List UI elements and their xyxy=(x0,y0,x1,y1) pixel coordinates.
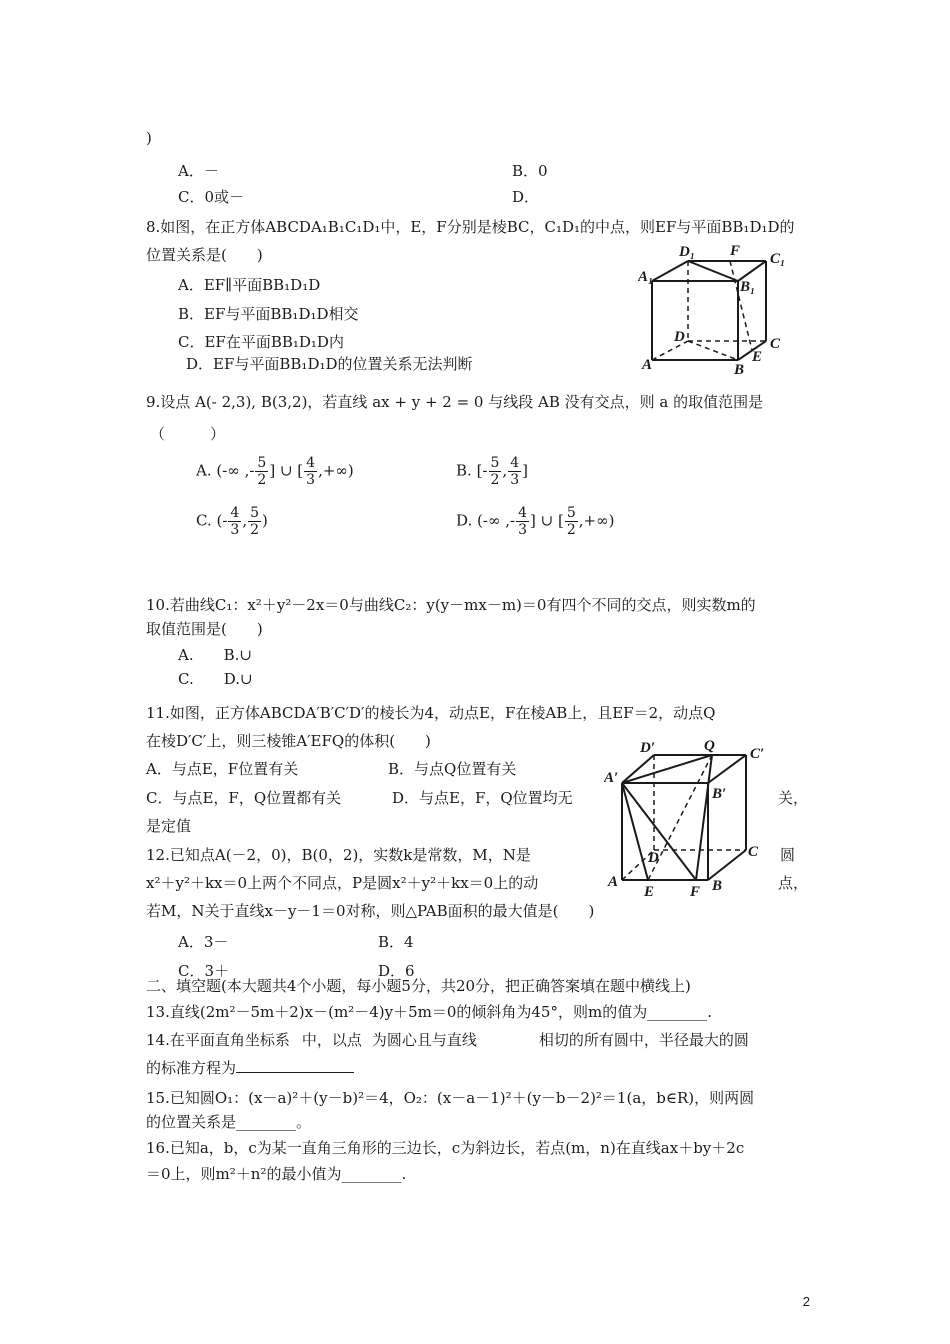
q12-stem-2: x²＋y²＋kx＝0上两个不同点，P是圆x²＋y²＋kx＝0上的动 xyxy=(146,874,539,892)
q9-b-frac2 xyxy=(508,455,521,488)
frac-num: 4 xyxy=(510,455,520,471)
q9-option-c xyxy=(196,505,268,538)
q10-options-ab: A. B.∪ xyxy=(178,646,252,664)
q12-option-a: A．3－ xyxy=(178,933,229,951)
fig8-label-a1: A₁ xyxy=(638,269,654,285)
q11-stem-1: 11.如图，正方体ABCDA′B′C′D′的棱长为4，动点E，F在棱AB上，且EF＝2，动点Q xyxy=(146,704,716,722)
fig8-label-d: D xyxy=(674,329,685,345)
q9-c-part3: ) xyxy=(262,511,268,530)
fig11-label-d1: D′ xyxy=(640,740,656,756)
frac-num: 5 xyxy=(566,505,576,521)
q9-option-d xyxy=(456,505,614,538)
q9-a-label: A. xyxy=(196,461,212,480)
q14-stem-1 xyxy=(146,1030,749,1050)
q9-a-part1: (-∞ ,- xyxy=(216,461,255,480)
frac-num: 5 xyxy=(490,455,500,471)
q12-stem-3: 若M，N关于直线x－y－1＝0对称，则△PAB面积的最大值是( ) xyxy=(146,902,595,920)
fig8-label-d1: D₁ xyxy=(679,244,696,260)
q9-c-frac2 xyxy=(248,505,261,538)
q13-stem: 13.直线(2m²－5m＋2)x－(m²－4)y＋5m＝0的倾斜角为45°，则m的值为________. xyxy=(146,1003,712,1021)
q10-stem-2: 取值范围是( ) xyxy=(146,620,263,638)
fig8-label-a: A xyxy=(642,357,653,373)
frac-den: 2 xyxy=(250,522,260,538)
q14-part-5: 的标准方程为 xyxy=(146,1059,237,1077)
section-2-heading: 二、填空题(本大题共4个小题，每小题5分，共20分，把正确答案填在题中横线上) xyxy=(146,977,691,995)
q12-option-c: C．3＋ xyxy=(178,962,230,980)
fig8-label-b: B xyxy=(734,362,745,378)
fig11-label-b: B xyxy=(712,878,723,894)
q9-d-frac1 xyxy=(516,505,529,538)
q9-a-part3: ,+∞) xyxy=(318,461,354,480)
q11-stem-3: 是定值 xyxy=(146,817,192,835)
q7-option-b: B．0 xyxy=(512,162,548,180)
frac-den: 2 xyxy=(566,522,576,538)
frac-den: 3 xyxy=(518,522,527,538)
q9-a-frac2 xyxy=(304,455,317,488)
fig11-label-c: C xyxy=(748,844,759,860)
q8-stem-1: 8.如图，在正方体ABCDA₁B₁C₁D₁中，E，F分别是棱BC，C₁D₁的中点，则EF与平面BB₁D₁D的 xyxy=(146,218,795,236)
frac-num: 4 xyxy=(230,505,240,521)
q15-stem-2: 的位置关系是________。 xyxy=(146,1113,312,1131)
frac-num: 4 xyxy=(306,455,316,471)
q9-c-part1: (- xyxy=(216,511,228,530)
frac-den: 2 xyxy=(257,472,267,488)
q9-stem-2: （ ） xyxy=(150,425,226,443)
q9-c-part2: , xyxy=(242,511,248,530)
q9-b-label: B. xyxy=(456,461,472,480)
q11-option-a: A．与点E，F位置有关 xyxy=(146,760,299,778)
paren-close: ) xyxy=(146,129,152,147)
fig11-label-a: A xyxy=(608,874,619,890)
q14-part-2: 中，以点 xyxy=(301,1031,362,1049)
fig11-label-e: E xyxy=(644,884,655,898)
q9-b-part3: ] xyxy=(522,461,528,480)
cube-figure-q11 xyxy=(604,738,774,898)
q8-option-c: C．EF在平面BB₁D₁D内 xyxy=(178,333,344,351)
fig11-label-f: F xyxy=(690,884,701,898)
q11-option-d-end: 关， xyxy=(778,789,809,807)
fig11-label-c1: C′ xyxy=(750,746,765,762)
fig8-label-c: C xyxy=(770,336,781,352)
q9-b-part2: , xyxy=(502,461,508,480)
q11-stem-2: 在棱D′C′上，则三棱锥A′EFQ的体积( ) xyxy=(146,732,431,750)
q9-option-a xyxy=(196,455,354,488)
q14-part-1: 14.在平面直角坐标系 xyxy=(146,1031,290,1049)
q12-stem-1-end: 圆 xyxy=(780,846,796,864)
q10-stem-1: 10.若曲线C₁：x²＋y²－2x＝0与曲线C₂：y(y－mx－m)＝0有四个不同的交点，则实数m的 xyxy=(146,596,756,614)
q12-stem-2-end: 点， xyxy=(778,874,809,892)
frac-den: 2 xyxy=(490,472,500,488)
q9-c-frac1 xyxy=(228,505,241,538)
q9-d-part3: ,+∞) xyxy=(578,511,615,530)
q9-option-b xyxy=(456,455,528,488)
frac-den: 3 xyxy=(510,472,520,488)
frac-num: 5 xyxy=(250,505,260,521)
fig8-label-b1: B₁ xyxy=(740,279,756,295)
frac-den: 3 xyxy=(230,522,240,538)
q11-option-d: D．与点E，F，Q位置均无 xyxy=(392,789,573,807)
q16-stem-1: 16.已知a，b，c为某一直角三角形的三边长，c为斜边长，若点(m，n)在直线ax＋by＋2c xyxy=(146,1139,745,1157)
fig11-label-q: Q xyxy=(704,738,715,754)
q12-option-d: D．6 xyxy=(378,962,415,980)
q14-part-4: 相切的所有圆中，半径最大的圆 xyxy=(538,1031,749,1049)
q7-option-d: D． xyxy=(512,188,540,206)
frac-num: 4 xyxy=(518,505,527,521)
q9-a-part2: ] ∪ [ xyxy=(269,461,304,480)
q14-stem-2 xyxy=(146,1058,354,1078)
q7-option-c: C．0或－ xyxy=(178,188,245,206)
fig11-label-a1: A′ xyxy=(604,770,619,786)
q9-d-frac2 xyxy=(565,505,578,538)
fig8-label-f: F xyxy=(730,243,741,259)
q9-stem-1: 9.设点 A(- 2,3), B(3,2)，若直线 ax + y + 2 = 0 与线段 AB 没有交点，则 a 的取值范围是 xyxy=(146,393,764,411)
fig8-label-c1: C₁ xyxy=(770,251,786,267)
q11-option-b: B．与点Q位置有关 xyxy=(388,760,517,778)
q8-option-b: B．EF与平面BB₁D₁D相交 xyxy=(178,305,359,323)
q9-d-part2: ] ∪ [ xyxy=(530,511,564,530)
q9-b-frac1 xyxy=(489,455,502,488)
q9-d-part1: (-∞ ,- xyxy=(477,511,516,530)
page-number: 2 xyxy=(802,1294,810,1309)
q7-option-a: A．－ xyxy=(178,162,219,180)
q8-option-a: A．EF∥平面BB₁D₁D xyxy=(178,276,321,294)
frac-den: 3 xyxy=(306,472,316,488)
fig11-label-d: D xyxy=(648,850,659,866)
q9-b-part1: [- xyxy=(476,461,488,480)
q9-d-label: D. xyxy=(456,511,473,530)
q11-option-c: C．与点E，F，Q位置都有关 xyxy=(146,789,342,807)
q12-option-b: B．4 xyxy=(378,933,414,951)
q12-stem-1: 12.已知点A(－2，0)，B(0，2)，实数k是常数，M，N是 xyxy=(146,846,531,864)
q9-c-label: C. xyxy=(196,511,212,530)
q8-stem-2: 位置关系是( ) xyxy=(146,246,263,264)
q16-stem-2: ＝0上，则m²＋n²的最小值为________. xyxy=(146,1165,407,1183)
q15-stem-1: 15.已知圆O₁：(x－a)²＋(y－b)²＝4，O₂：(x－a－1)²＋(y－b－2)²＝1(a，b∈R)，则两圆 xyxy=(146,1089,755,1107)
fig11-label-b1: B′ xyxy=(712,786,727,802)
q8-option-d: D．EF与平面BB₁D₁D的位置关系无法判断 xyxy=(186,355,473,373)
q14-part-3: 为圆心且与直线 xyxy=(371,1031,477,1049)
q9-a-frac1 xyxy=(255,455,268,488)
cube-figure-q8 xyxy=(638,238,798,378)
q10-options-cd: C. D.∪ xyxy=(178,670,253,688)
q14-answer-blank xyxy=(236,1058,354,1073)
frac-num: 5 xyxy=(257,455,267,471)
fig8-label-e: E xyxy=(752,349,763,365)
